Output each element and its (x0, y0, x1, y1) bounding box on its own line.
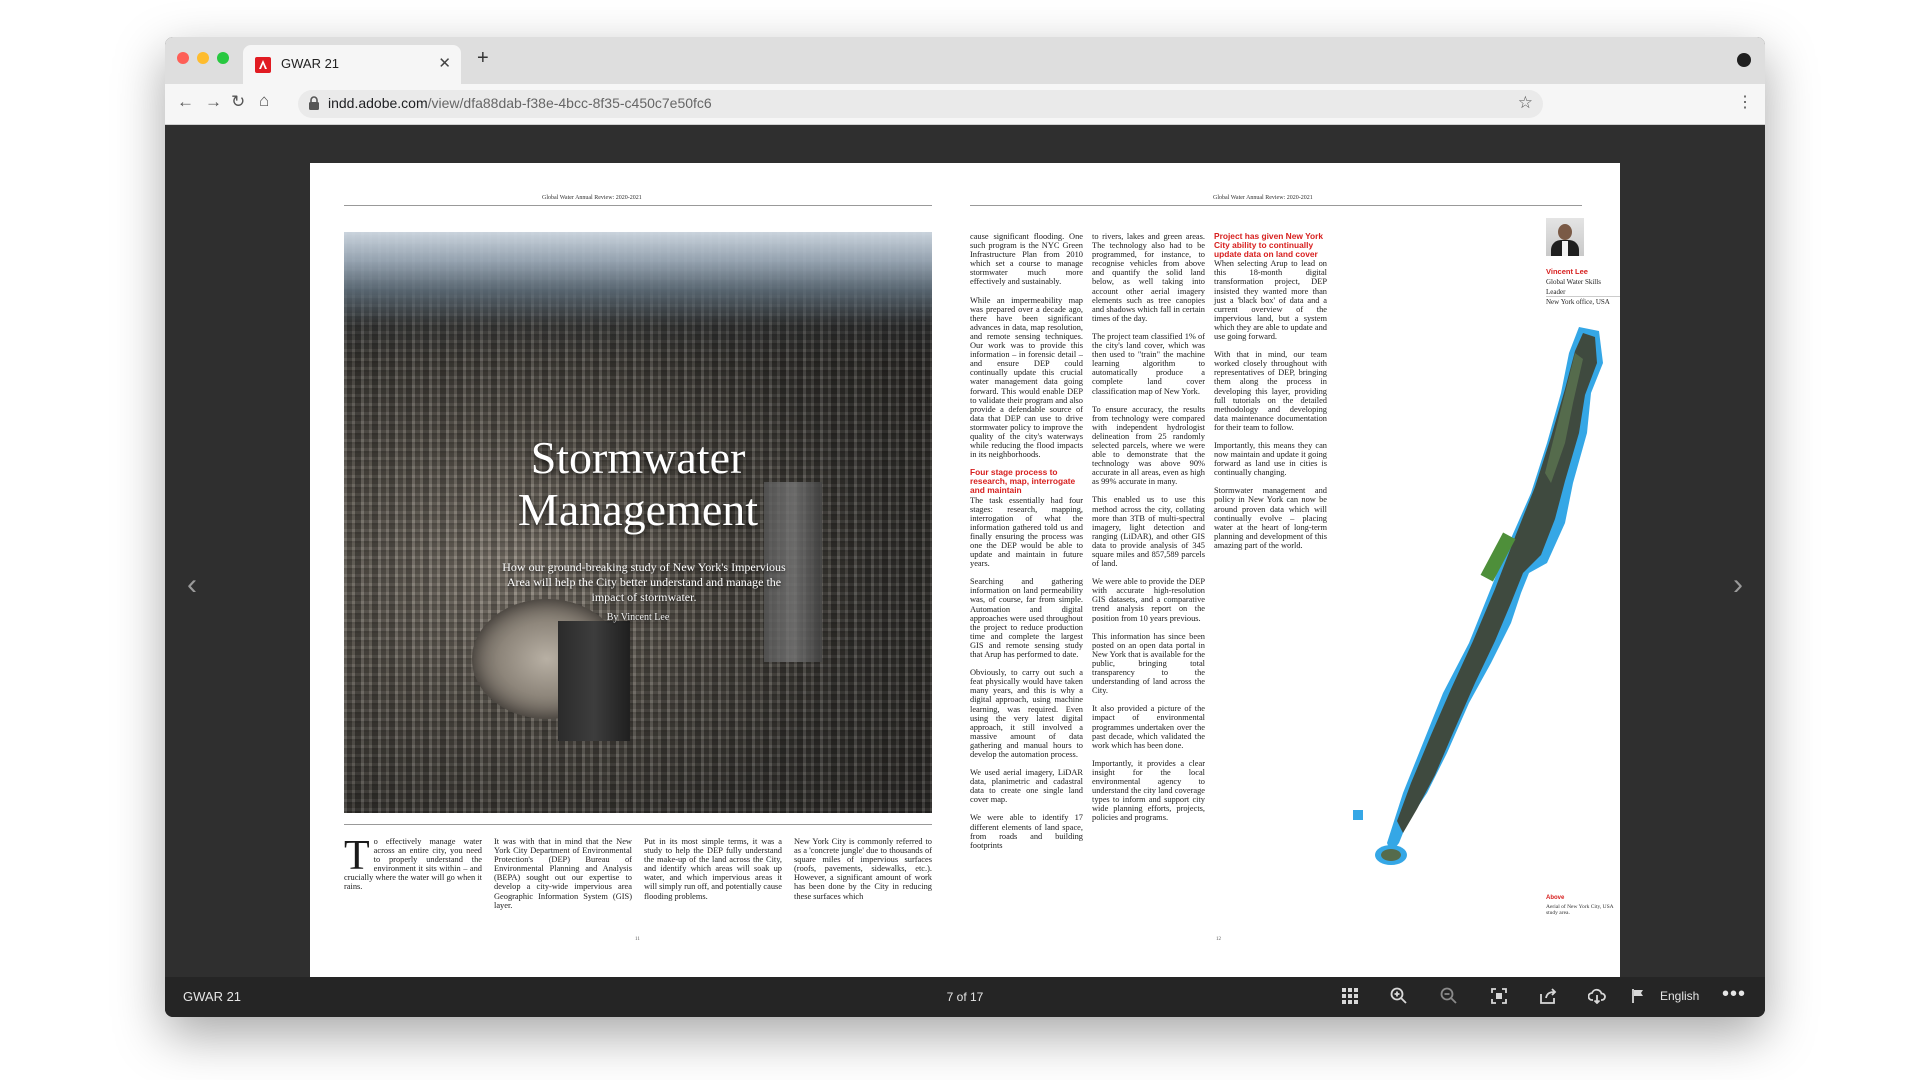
paragraph: The project team classified 1% of the city's land cover, which was then used to "train" the machine learning algorithm to automatically produce a complete land cover classification map of New York. (1092, 331, 1205, 396)
title-line-2: Management (517, 484, 759, 535)
running-head: Global Water Annual Review: 2020-2021 (1213, 195, 1313, 201)
body-column-1 (344, 833, 482, 892)
paragraph: cause significant flooding. One such program is the NYC Green Infrastructure Plan from 2010 which set a course to manage stormwater much more effectively and sustainably. (970, 232, 1083, 287)
author-role (1546, 277, 1620, 307)
col2-text: It was with that in mind that the New York City Department of Environmental Protection's (DEP) Bureau of Environmental Planning and Analysis (BEPA) sought out our expertise to develop a city-wide impervious area Geographic Information System (GIS) layer. (494, 837, 632, 910)
adobe-icon (255, 57, 271, 73)
paragraph: We were able to provide the DEP with accurate high-resolution GIS datasets, and a comparative trend analysis report on the position from 10 years previous. (1092, 577, 1205, 623)
fit-glyph (1491, 988, 1507, 1004)
grid-glyph (1342, 988, 1358, 1004)
zoom-in-icon[interactable] (1389, 986, 1409, 1006)
right-page (965, 163, 1620, 977)
url-host: indd.adobe.com (328, 95, 428, 111)
page-number: 11 (635, 937, 640, 942)
more-options-icon[interactable]: ••• (1722, 983, 1747, 1005)
paragraph: With that in mind, our team worked closely throughout with representatives of DEP, bringing them along the process in developing this layer, providing full tutorials on the detailed methodology and developing data maintenance documentation for their team to follow. (1214, 350, 1327, 432)
grid-view-icon[interactable] (1340, 986, 1360, 1006)
paragraph: Importantly, this means they can now maintain and update it going forward as land use in cities is continually changing. (1214, 440, 1327, 478)
caption-text: Aerial of New York City, USA study area. (1546, 904, 1614, 916)
lock-icon (308, 96, 320, 110)
minimize-window-button[interactable] (197, 52, 209, 64)
cloud-glyph (1588, 988, 1606, 1004)
paragraph: When selecting Arup to lead on this 18-month digital transformation project, DEP insisted they wanted more than just a 'black box' of data and a current overview of the impervious land, but a system which they are able to update and use going forward. (1214, 259, 1327, 342)
browser-tab[interactable] (243, 45, 461, 84)
body-column-2 (494, 837, 632, 919)
previous-page-button[interactable]: ‹ (187, 568, 197, 601)
document-title: GWAR 21 (183, 989, 242, 1004)
back-icon[interactable]: ← (177, 92, 194, 111)
forward-icon[interactable]: → (205, 92, 222, 111)
portrait-face (1558, 224, 1572, 240)
paragraph: It also provided a picture of the impact of environmental programmes undertaken over the past decade, which validated the work which has been done. (1092, 704, 1205, 750)
title-line-1: Stormwater (530, 432, 746, 483)
col1-text: o effectively manage water across an entire city, you need to properly understand the environment it sits within – and crucially where the water will go when it rains. (344, 837, 482, 892)
paragraph: This enabled us to use this method across the city, collating more than 3TB of multi-spectral imagery, light detection and ranging (LiDAR), and other GIS data to provide analysis of 345 square miles and 857,589 parcels of land. (1092, 495, 1205, 569)
document-viewer (165, 125, 1765, 977)
close-window-button[interactable] (177, 52, 189, 64)
author-portrait (1546, 218, 1584, 256)
article-byline: By Vincent Lee (606, 612, 670, 623)
author-name: Vincent Lee (1546, 267, 1588, 276)
language-selector[interactable]: English (1660, 989, 1700, 1003)
profile-icon[interactable] (1737, 53, 1751, 67)
paragraph: To ensure accuracy, the results from technology were compared with independent hydrologist delineation from 25 randomly selected parcels, where we were able to demonstrate that the technology was above 90% accurate in all areas, even as high as 99% accurate in many. (1092, 404, 1205, 487)
browser-window (165, 37, 1765, 1017)
new-tab-button[interactable]: + (477, 47, 489, 69)
header-rule (344, 205, 932, 206)
hero-image (344, 232, 932, 813)
paragraph: Obviously, to carry out such a feat physically would have taken many years, and this is why a digital approach, using machine learning, was required. Even using the very latest digital approach, it still involved a massive amount of data gathering and manual hours to develop the automation process. (970, 668, 1083, 759)
browser-menu-icon[interactable]: ⋮ (1737, 94, 1753, 111)
maximize-window-button[interactable] (217, 52, 229, 64)
author-office: New York office, USA (1546, 298, 1610, 306)
portrait-shirt (1562, 241, 1568, 256)
address-toolbar (165, 84, 1765, 125)
home-icon[interactable]: ⌂ (259, 91, 270, 110)
share-icon[interactable] (1538, 986, 1558, 1006)
next-page-button[interactable]: › (1733, 568, 1743, 601)
report-flag-icon[interactable] (1628, 986, 1648, 1006)
paragraph: Importantly, it provides a clear insight for the local environmental agency to understand the city land coverage types to inform and support city wide planning efforts, projects, policies and programs. (1092, 758, 1205, 823)
paragraph: We were able to identify 17 different elements of land space, from roads and building footprints (970, 813, 1083, 850)
paragraph: We used aerial imagery, LiDAR data, planimetric and cadastral data to create one single land cover map. (970, 768, 1083, 805)
right-column-1 (970, 232, 1083, 859)
header-rule (970, 205, 1582, 206)
paragraph: Searching and gathering information on land permeability was, of course, far from simple. Automation and digital approaches were used throughout the project to reduce production time and complete the largest GIS and remote sensing study that Arup has performed to date. (970, 577, 1083, 660)
page-spread (310, 163, 1620, 977)
hero-tower (558, 621, 630, 741)
body-column-3 (644, 837, 782, 910)
paragraph: This information has since been posted on an open data portal in New York that is available for the public, bringing total transparency to the understanding of land across the City. (1092, 631, 1205, 696)
article-title (344, 432, 932, 536)
running-head: Global Water Annual Review: 2020-2021 (542, 195, 642, 201)
col3-text: Put in its most simple terms, it was a study to help the DEP fully understand the make-up of the land across the City, and identify which areas will soak up water, and which impervious areas it will simply run off, and potentially cause flooding problems. (644, 837, 782, 901)
address-bar[interactable] (298, 90, 1543, 118)
col4-text: New York City is commonly referred to as a 'concrete jungle' due to thousands of square miles of impervious surfaces (roofs, pavements, sidewalks, etc.). However, a significant amount of work has been done by the City in reducing these surfaces which (794, 837, 932, 901)
viewer-toolbar (165, 977, 1765, 1017)
author-title: Global Water Skills Leader (1546, 278, 1601, 296)
manhattan-map (1351, 323, 1620, 923)
flag-glyph (1631, 988, 1645, 1004)
body-column-4 (794, 837, 932, 910)
zoom-out-icon[interactable] (1439, 986, 1459, 1006)
zoom-in-glyph (1390, 987, 1408, 1005)
map-islet (1353, 810, 1363, 820)
star-icon[interactable]: ☆ (1517, 93, 1533, 112)
share-glyph (1539, 988, 1557, 1004)
page-counter: 7 of 17 (946, 990, 984, 1004)
paragraph: While an impermeability map was prepared over a decade ago, there have been significant advances in data, map resolution, and remote sensing techniques. Our work was to provide this information – in forensic detail – and ensure DEP could continually update this crucial water management data going forward. This would enable DEP to validate their program and also provide a defendable source of data that DEP can use to drive stormwater policy to improve the quality of the city's waterways while reducing the flood impacts in its neighborhoods. (970, 295, 1083, 460)
subheading: Four stage process to research, map, interrogate and maintain (970, 467, 1076, 496)
fit-page-icon[interactable] (1489, 986, 1509, 1006)
download-icon[interactable] (1587, 986, 1607, 1006)
caption-title: Above (1546, 895, 1565, 901)
body-rule (344, 824, 932, 825)
tab-title: GWAR 21 (281, 56, 340, 71)
url-text (328, 95, 712, 111)
window-controls (177, 52, 229, 64)
bio-rule (1546, 296, 1620, 297)
subheading: Project has given New York City ability to continually update data on land cover (1214, 231, 1324, 260)
tab-strip (165, 37, 1765, 84)
right-column-2 (1092, 232, 1205, 831)
right-column-3 (1214, 232, 1327, 559)
paragraph: to rivers, lakes and green areas. The technology also had to be programmed, for instance, to recognise vehicles from above and quantify the solid land below, as well taking into account other aerial imagery elements such as tree canopies and shadows which fall in certain times of the day. (1092, 232, 1205, 323)
reload-icon[interactable]: ↻ (231, 92, 246, 111)
left-page (310, 163, 965, 977)
url-path: /view/dfa88dab-f38e-4bcc-8f35-c450c7e50fc6 (427, 95, 712, 111)
page-number: 12 (1216, 937, 1221, 942)
drop-cap: T (344, 833, 370, 879)
close-icon[interactable]: ✕ (438, 55, 451, 72)
article-subtitle: How our ground-breaking study of New York's Impervious Area will help the City better understand and manage the impact of stormwater. (502, 560, 786, 604)
paragraph: Stormwater management and policy in New York can now be around proven data which will continually evolve – placing water at the heart of long-term planning and development of this amazing part of the world. (1214, 486, 1327, 550)
paragraph: The task essentially had four stages: research, mapping, interrogation of what the information gathered told us and finally ensuring the process was one the DEP would be able to update and maintain in future years. (970, 495, 1083, 569)
map-island-land (1381, 849, 1401, 861)
zoom-out-glyph (1440, 987, 1458, 1005)
